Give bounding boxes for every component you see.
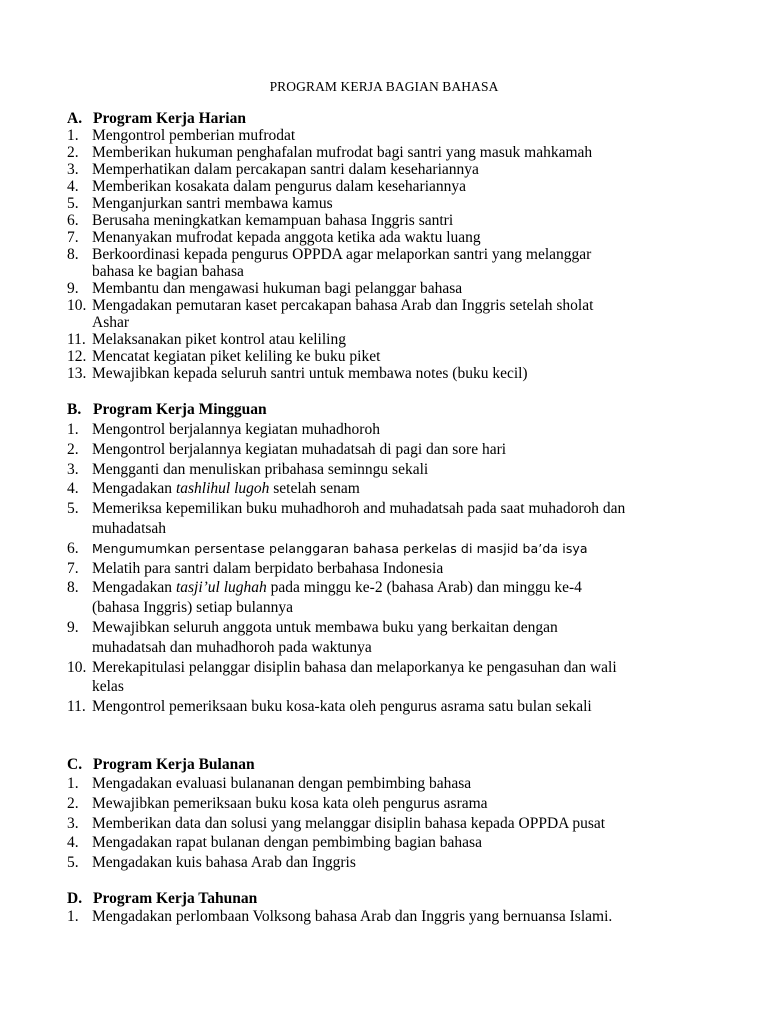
list-item	[67, 618, 707, 658]
item-text: Mengadakan pemutaran kaset percakapan bahasa Arab dan Inggris setelah sholat	[92, 297, 594, 314]
item-text-continuation: (bahasa Inggris) setiap bulannya	[92, 599, 294, 617]
item-number: 5.	[67, 500, 79, 518]
item-number: 9.	[67, 618, 79, 636]
list-item	[67, 833, 707, 853]
document-title: PROGRAM KERJA BAGIAN BAHASA	[269, 79, 499, 94]
item-text: Membantu dan mengawasi hukuman bagi pelanggar bahasa	[92, 280, 463, 297]
item-text: Mewajibkan pemeriksaan buku kosa kata oleh pengurus asrama	[92, 794, 488, 812]
list-item	[67, 420, 707, 440]
section-heading	[67, 401, 707, 418]
section-letter: C.	[67, 756, 83, 773]
item-text: Memeriksa kepemilikan buku muhadhoroh and muhadatsah pada saat muhadoroh dan	[92, 500, 626, 518]
list-item	[67, 246, 707, 280]
section-heading	[67, 756, 707, 773]
item-number: 5.	[67, 195, 79, 212]
list-item	[67, 697, 707, 717]
item-number: 4.	[67, 480, 79, 498]
list-mingguan	[67, 420, 707, 717]
item-text: Memperhatikan dalam percakapan santri dalam kesehariannya	[92, 161, 479, 178]
item-text: Mengontrol pemberian mufrodat	[92, 127, 296, 144]
item-text-continuation: Ashar	[92, 314, 130, 331]
item-term-italic: tashlihul lugoh	[175, 480, 270, 498]
section-title: Program Kerja Tahunan	[93, 890, 258, 907]
section-title: Program Kerja Harian	[93, 110, 246, 127]
section-heading	[67, 110, 707, 127]
section-letter: A.	[67, 110, 83, 127]
item-text: Mencatat kegiatan piket keliling ke buku piket	[92, 348, 381, 365]
section-title: Program Kerja Bulanan	[93, 756, 255, 773]
list-item	[67, 440, 707, 460]
list-item	[67, 280, 707, 297]
list-item	[67, 297, 707, 331]
item-text: Merekapitulasi pelanggar disiplin bahasa dan melaporkanya ke pengasuhan dan wali	[92, 658, 617, 676]
item-text: Melaksanakan piket kontrol atau keliling	[92, 331, 346, 348]
item-text: Mengadakan rapat bulanan dengan pembimbing bagian bahasa	[92, 834, 482, 852]
list-item	[67, 161, 707, 178]
item-text-continuation: bahasa ke bagian bahasa	[92, 263, 244, 280]
item-number: 1.	[67, 421, 79, 438]
list-item	[67, 479, 707, 499]
item-text: Berusaha meningkatkan kemampuan bahasa Inggris santri	[92, 212, 454, 229]
list-item	[67, 539, 707, 559]
list-item	[67, 178, 707, 195]
item-term-italic: tasji’ul lughah	[175, 579, 267, 597]
list-item	[67, 499, 707, 539]
item-text-before: Mengadakan	[92, 579, 176, 597]
item-number: 2.	[67, 144, 79, 161]
item-number: 2.	[67, 794, 79, 812]
list-item	[67, 814, 707, 834]
item-number: 11.	[67, 698, 86, 716]
item-text	[92, 578, 707, 598]
item-number: 3.	[67, 814, 79, 832]
item-number: 6.	[67, 212, 79, 229]
list-item	[67, 460, 707, 480]
list-item	[67, 907, 707, 927]
section-title: Program Kerja Mingguan	[93, 401, 267, 418]
item-number: 10.	[67, 297, 87, 314]
item-number: 10.	[67, 658, 87, 676]
item-text: Menanyakan mufrodat kepada anggota ketika ada waktu luang	[92, 229, 481, 246]
item-text-after: setelah senam	[269, 480, 360, 498]
item-text: Menganjurkan santri membawa kamus	[92, 195, 333, 212]
item-number: 4.	[67, 178, 79, 195]
item-text: Mengontrol berjalannya kegiatan muhadatsah di pagi dan sore hari	[92, 440, 507, 458]
item-text-continuation: muhadatsah	[92, 519, 167, 537]
item-text	[92, 479, 707, 499]
list-item	[67, 212, 707, 229]
list-item	[67, 559, 707, 579]
list-harian	[67, 127, 707, 382]
section-letter: D.	[67, 890, 83, 907]
list-item	[67, 127, 707, 144]
list-item	[67, 195, 707, 212]
item-number: 12.	[67, 348, 87, 365]
item-text: Mengadakan kuis bahasa Arab dan Inggris	[92, 854, 356, 872]
list-item	[67, 229, 707, 246]
list-item	[67, 794, 707, 814]
item-text: Mengontrol berjalannya kegiatan muhadhoroh	[92, 421, 380, 438]
item-text: Mewajibkan seluruh anggota untuk membawa buku yang berkaitan dengan	[92, 618, 558, 636]
item-number: 4.	[67, 834, 79, 852]
list-item	[67, 853, 707, 873]
section-letter: B.	[67, 401, 82, 418]
item-text-continuation: muhadatsah dan muhadhoroh pada waktunya	[92, 638, 372, 656]
item-text: Memberikan kosakata dalam pengurus dalam kesehariannya	[92, 178, 467, 195]
item-number: 8.	[67, 246, 79, 263]
item-number: 1.	[67, 908, 79, 925]
section-harian	[67, 110, 707, 382]
section-bulanan	[67, 756, 707, 873]
item-text: Mengadakan evaluasi bulananan dengan pembimbing bahasa	[92, 775, 472, 792]
list-item	[67, 144, 707, 161]
item-text: Mengganti dan menuliskan pribahasa seminngu sekali	[92, 460, 429, 478]
item-number: 1.	[67, 127, 79, 144]
item-number: 1.	[67, 775, 79, 792]
item-text: Mewajibkan kepada seluruh santri untuk membawa notes (buku kecil)	[92, 365, 528, 382]
section-tahunan	[67, 890, 707, 927]
list-item	[67, 331, 707, 348]
item-number: 3.	[67, 161, 79, 178]
item-number: 5.	[67, 854, 79, 872]
item-text: Mengadakan perlombaan Volksong bahasa Arab dan Inggris yang bernuansa Islami.	[92, 908, 613, 925]
item-text-after: pada minggu ke-2 (bahasa Arab) dan minggu ke-4	[266, 579, 582, 597]
item-number: 7.	[67, 229, 79, 246]
item-number: 9.	[67, 280, 79, 297]
item-number: 13.	[67, 365, 87, 382]
item-number: 2.	[67, 440, 79, 458]
item-text-before: Mengadakan	[92, 480, 176, 498]
item-text: Memberikan hukuman penghafalan mufrodat bagi santri yang masuk mahkamah	[92, 144, 593, 161]
item-text: Memberikan data dan solusi yang melanggar disiplin bahasa kepada OPPDA pusat	[92, 814, 606, 832]
list-tahunan	[67, 907, 707, 927]
item-number: 8.	[67, 579, 79, 597]
item-text: Melatih para santri dalam berpidato berbahasa Indonesia	[92, 559, 444, 577]
item-number: 6.	[67, 539, 79, 557]
item-number: 3.	[67, 460, 79, 478]
list-item	[67, 348, 707, 365]
list-item	[67, 658, 707, 698]
item-text: Berkoordinasi kepada pengurus OPPDA agar melaporkan santri yang melanggar	[92, 246, 592, 263]
item-number: 11.	[67, 331, 86, 348]
item-text: Mengumumkan persentase pelanggaran bahasa perkelas di masjid ba’da isya	[92, 540, 588, 556]
list-item	[67, 774, 707, 794]
section-mingguan	[67, 401, 707, 717]
section-heading	[67, 890, 707, 907]
list-bulanan	[67, 774, 707, 873]
list-item	[67, 578, 707, 618]
list-item	[67, 365, 707, 382]
item-text: Mengontrol pemeriksaan buku kosa-kata oleh pengurus asrama satu bulan sekali	[92, 698, 592, 716]
item-text-continuation: kelas	[92, 678, 124, 696]
item-number: 7.	[67, 559, 79, 577]
